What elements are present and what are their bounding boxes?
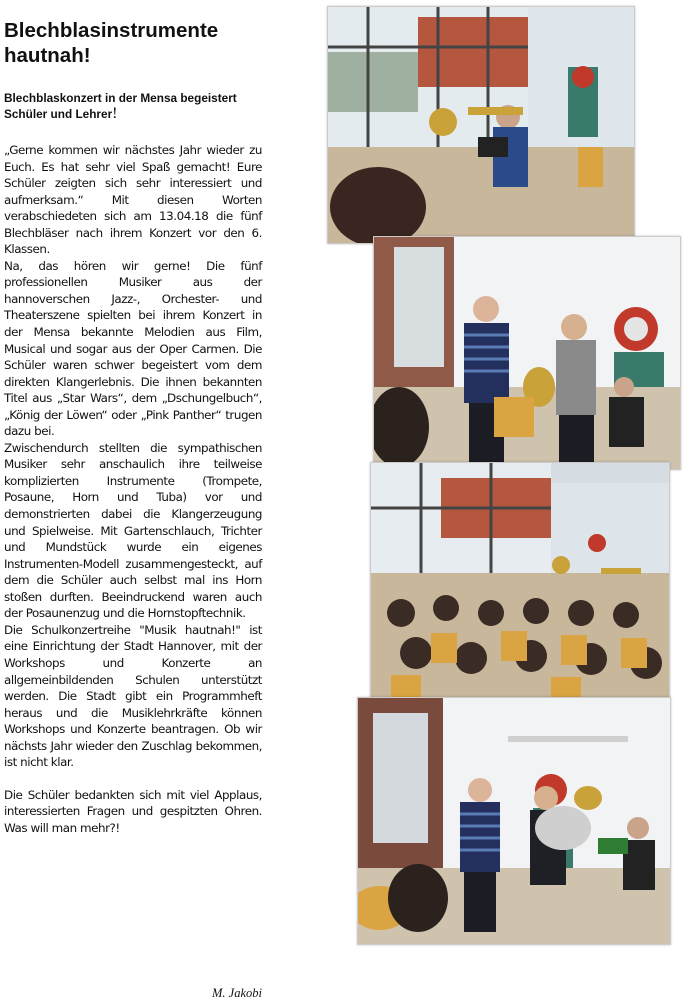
author-signature: M. Jakobi [212, 986, 262, 1000]
article-subtitle [4, 90, 262, 122]
article-body [4, 142, 262, 836]
subtitle-line-1: Blechblaskonzert in der Mensa begeistert [4, 91, 237, 105]
paragraph-gap [4, 771, 262, 787]
photo-3-illustration [371, 463, 669, 699]
photo-brass-quintet-rehearsal [327, 6, 635, 244]
paragraph-closing: Die Schüler bedankten sich mit viel Applaus, interessierten Fragen und gespitzten Ohren. Was will man mehr?! [4, 787, 262, 835]
subtitle-mark: ! [112, 105, 118, 122]
photo-4-illustration [358, 698, 670, 944]
photo-1-illustration [328, 7, 634, 243]
title-line-2: hautnah! [4, 44, 91, 67]
article-title [4, 18, 262, 68]
article-column [4, 18, 262, 836]
paragraph-instruments: Zwischendurch stellten die sympathischen Musiker sehr anschaulich ihre teilweise komplizierten Instrumente (Trompete, Posaune, Horn und Tuba) vor und demonstrierten dabei die Klangerzeugung und Spielweise. Mit Gartenschlauch, Trichter und Mundstück wurde ein eigenes Instrumenten-Modell zusammengesteckt, auf dem die Schüler auch selbst mal ins Horn stoßen durften. Beeindruckend waren auch der Posaunenzug und die Hornstopftechnik. [4, 440, 262, 621]
photo-audience-concert [370, 462, 670, 700]
subtitle-line-2: Schüler und Lehrer [4, 107, 113, 121]
paragraph-concert: Na, das hören wir gerne! Die fünf professionellen Musiker aus der hannoverschen Jazz-, Orchester- und Theaterszene spielten bei ihrem Konzert in der Mensa bekannte Melodien aus Film, Musical und sogar aus der Oper Carmen. Die Schüler waren schwer begeistert vom dem direkten Klangerlebnis. Die ihnen bekannten Titel aus „Star Wars“, dem „Dschungelbuch“, „König der Löwen“ oder „Pink Panther“ trugen dazu bei. [4, 258, 262, 439]
photo-trumpet-and-horn-demo [373, 236, 681, 470]
title-line-1: Blechblasinstrumente [4, 19, 219, 42]
paragraph-intro-quote: „Gerne kommen wir nächstes Jahr wieder zu Euch. Es hat sehr viel Spaß gemacht! Eure Schüler zeigten sich sehr interessiert und aufmerksam.“ Mit diesen Worten verabschiedeten sich am 13.04.18 die fünf Blechbläser nach ihrem Konzert vor den 6. Klassen. [4, 143, 262, 257]
photo-tuba-demonstration [357, 697, 671, 945]
photo-2-illustration [374, 237, 680, 469]
paragraph-concert-series: Die Schulkonzertreihe "Musik hautnah!" ist eine Einrichtung der Stadt Hannover, mit der Workshops und Konzerte an allgemeinbildenden Schulen unterstützt werden. Die Stadt gibt ein Programmheft heraus und die Musiklehrkräfte können Workshops und Konzerte beantragen. Ob wir nächsts Jahr wieder den Zuschlag bekommen, ist nicht klar. [4, 622, 262, 770]
